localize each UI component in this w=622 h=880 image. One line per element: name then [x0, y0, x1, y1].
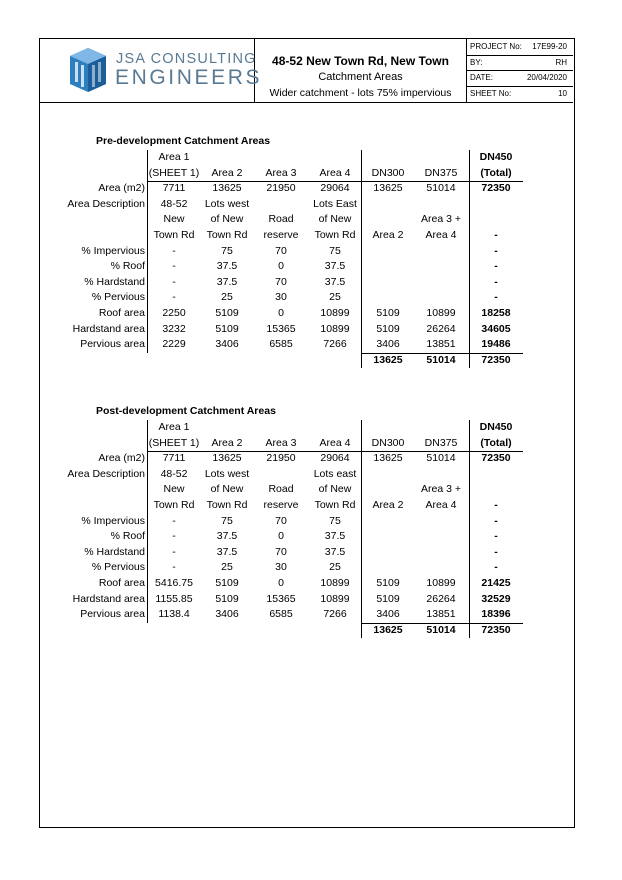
- table-cell: 29064: [320, 182, 350, 195]
- column-header: (Total): [480, 436, 512, 449]
- table-cell: 0: [278, 530, 284, 543]
- row-label: Pervious area: [80, 338, 145, 351]
- row-label: Area Description: [67, 467, 145, 480]
- table-cell: 37.5: [216, 275, 238, 288]
- table-cell: 1138.4: [158, 608, 190, 621]
- table-cell: 72350: [481, 182, 511, 195]
- column-header: (SHEET 1): [148, 166, 200, 179]
- table-cell: Area 3 +: [421, 483, 461, 496]
- table-cell: 75: [221, 514, 233, 527]
- table-cell: Lots west: [204, 467, 250, 480]
- row-label: Pervious area: [80, 608, 145, 621]
- info-value: RH: [555, 58, 567, 67]
- table-cell: 13625: [212, 182, 242, 195]
- table-cell: -: [494, 229, 498, 241]
- grid-line: [361, 150, 362, 368]
- table-cell: 0: [278, 577, 284, 589]
- table-cell: 30: [275, 291, 287, 304]
- company-name-line1: JSA CONSULTING: [116, 51, 257, 67]
- table-cell: New: [163, 213, 185, 226]
- table-cell: -: [494, 244, 498, 257]
- grid-line: [147, 451, 523, 452]
- column-header: Area 1: [158, 151, 190, 163]
- table-cell: 1155.85: [155, 592, 193, 605]
- table-cell: 26264: [426, 322, 456, 335]
- table-cell: 37.5: [324, 275, 346, 288]
- table-cell: 30: [275, 561, 287, 574]
- title-block: [40, 39, 573, 103]
- table-cell: -: [172, 260, 176, 273]
- row-label: % Roof: [110, 530, 145, 543]
- table-cell: 51014: [426, 182, 456, 195]
- table-cell: 48-52: [160, 197, 188, 210]
- company-name-line2: ENGINEERS: [115, 66, 263, 89]
- column-header: Area 4: [319, 166, 351, 179]
- row-label: Roof area: [98, 307, 145, 319]
- company-logo-icon: [64, 44, 112, 96]
- table-cell: 13625: [373, 452, 403, 465]
- table-cell: 3406: [215, 338, 239, 351]
- table-cell: 7711: [162, 452, 186, 465]
- table-cell: reserve: [263, 229, 299, 241]
- column-header: DN375: [424, 166, 458, 179]
- row-label: Area (m2): [98, 452, 145, 465]
- row-label: % Pervious: [91, 291, 145, 304]
- table-cell: 7711: [162, 182, 186, 195]
- info-value: 20/04/2020: [526, 73, 567, 82]
- table-cell: 19486: [481, 338, 511, 351]
- table-cell: 3406: [215, 608, 239, 621]
- table-cell: 5109: [376, 307, 400, 319]
- table-cell: 18396: [481, 608, 511, 621]
- table-cell: -: [172, 561, 176, 574]
- table-cell: 5109: [215, 592, 239, 605]
- project-title: 48-52 New Town Rd, New Town: [272, 54, 449, 68]
- info-value: 10: [558, 89, 567, 98]
- table-cell: 75: [221, 244, 233, 257]
- info-label: SHEET No:: [470, 89, 512, 98]
- grid-line: [361, 353, 523, 354]
- table-cell: Area 3 +: [421, 213, 461, 226]
- table-cell: 0: [278, 307, 284, 319]
- sheet-subtitle: Catchment Areas: [318, 71, 403, 83]
- table-cell: Area 4: [425, 499, 457, 511]
- table-cell: 48-52: [160, 467, 188, 480]
- column-header: DN375: [424, 436, 458, 449]
- table-cell: -: [494, 514, 498, 527]
- section-title: Post-development Catchment Areas: [96, 405, 276, 417]
- table-cell: 37.5: [216, 545, 238, 558]
- table-cell: 72350: [481, 452, 511, 465]
- table-cell: New: [163, 483, 185, 496]
- table-cell: Town Rd: [314, 229, 356, 241]
- table-cell: -: [172, 275, 176, 288]
- table-cell: 37.5: [216, 530, 238, 543]
- table-cell: 10899: [320, 322, 350, 335]
- table-cell: -: [172, 291, 176, 304]
- row-label: % Impervious: [81, 514, 145, 527]
- table-cell: 3406: [376, 338, 400, 351]
- row-label: % Pervious: [91, 561, 145, 574]
- table-cell: 25: [329, 291, 341, 304]
- table-cell: Area 2: [372, 499, 404, 511]
- table-cell: 5416.75: [155, 577, 193, 589]
- table-cell: 13625: [212, 452, 242, 465]
- table-cell: 5109: [376, 592, 400, 605]
- section-title: Pre-development Catchment Areas: [96, 135, 271, 147]
- info-label: DATE:: [470, 73, 493, 82]
- row-label: % Impervious: [81, 244, 145, 257]
- row-label: Area (m2): [98, 182, 145, 195]
- table-cell: 75: [329, 244, 341, 257]
- table-cell: 29064: [320, 452, 350, 465]
- table-cell: 37.5: [324, 545, 346, 558]
- table-cell: 21425: [481, 577, 511, 589]
- column-header: (SHEET 1): [148, 436, 200, 449]
- table-cell: -: [172, 514, 176, 527]
- column-header: Area 3: [265, 166, 297, 179]
- info-sheet-no: [467, 86, 573, 102]
- table-cell: -: [494, 499, 498, 511]
- table-cell: 70: [275, 244, 287, 257]
- row-label: Area Description: [67, 197, 145, 210]
- column-header: DN450: [479, 151, 513, 163]
- table-cell: 13625: [373, 182, 403, 195]
- grid-line: [361, 420, 362, 638]
- total-cell: 51014: [426, 353, 456, 366]
- table-cell: of New: [210, 213, 244, 226]
- table-cell: 5109: [215, 577, 239, 589]
- sheet-description: Wider catchment - lots 75% impervious: [269, 87, 452, 99]
- info-value: 17E99-20: [532, 42, 567, 51]
- table-cell: of New: [210, 483, 244, 496]
- table-cell: 2250: [162, 307, 186, 319]
- column-header: Area 3: [265, 436, 297, 449]
- total-cell: 72350: [481, 623, 511, 636]
- row-label: Roof area: [98, 577, 145, 589]
- table-cell: of New: [318, 213, 352, 226]
- table-cell: -: [494, 561, 498, 574]
- table-cell: -: [172, 545, 176, 558]
- table-cell: 26264: [426, 592, 456, 605]
- table-cell: 5109: [215, 307, 239, 319]
- total-cell: 13625: [373, 353, 403, 366]
- table-cell: 37.5: [216, 260, 238, 273]
- table-cell: 7266: [323, 608, 347, 621]
- info-label: BY:: [470, 58, 483, 67]
- table-cell: 70: [275, 545, 287, 558]
- table-cell: -: [172, 530, 176, 543]
- table-cell: -: [494, 530, 498, 543]
- project-title-cell: [255, 39, 467, 102]
- table-cell: 25: [221, 291, 233, 304]
- column-header: Area 4: [319, 436, 351, 449]
- table-cell: 10899: [320, 307, 350, 319]
- row-label: % Hardstand: [84, 275, 145, 288]
- grid-line: [469, 420, 470, 638]
- table-cell: 15365: [266, 592, 296, 605]
- table-cell: Road: [268, 213, 294, 226]
- table-cell: 10899: [320, 592, 350, 605]
- table-cell: 21950: [266, 182, 296, 195]
- total-cell: 51014: [426, 623, 456, 636]
- table-cell: 7266: [323, 338, 347, 351]
- total-cell: 72350: [481, 353, 511, 366]
- table-cell: Area 4: [425, 229, 457, 241]
- table-cell: 10899: [426, 307, 456, 319]
- table-cell: 5109: [376, 322, 400, 335]
- table-cell: 5109: [215, 322, 239, 335]
- logo-cell: [40, 39, 263, 102]
- table-cell: Town Rd: [206, 499, 248, 511]
- table-cell: 37.5: [324, 260, 346, 273]
- table-cell: Town Rd: [153, 499, 195, 511]
- table-cell: 18258: [481, 307, 511, 319]
- table-cell: 70: [275, 514, 287, 527]
- column-header: Area 2: [211, 436, 243, 449]
- table-cell: of New: [318, 483, 352, 496]
- column-header: DN450: [479, 421, 513, 433]
- table-cell: 10899: [320, 577, 350, 589]
- table-cell: 6585: [269, 338, 293, 351]
- table-cell: Road: [268, 483, 294, 496]
- table-cell: 3406: [376, 608, 400, 621]
- table-cell: reserve: [263, 499, 299, 511]
- column-header: Area 2: [211, 166, 243, 179]
- info-label: PROJECT No:: [470, 42, 522, 51]
- table-cell: 13851: [426, 608, 456, 621]
- grid-line: [469, 150, 470, 368]
- table-cell: 3232: [162, 322, 186, 335]
- table-cell: Town Rd: [314, 499, 356, 511]
- table-cell: -: [494, 260, 498, 273]
- table-cell: 37.5: [324, 530, 346, 543]
- table-cell: 15365: [266, 322, 296, 335]
- table-cell: 70: [275, 275, 287, 288]
- table-cell: Town Rd: [206, 229, 248, 241]
- table-cell: -: [494, 275, 498, 288]
- table-cell: 51014: [426, 452, 456, 465]
- table-cell: 25: [329, 561, 341, 574]
- info-project-no: [467, 39, 573, 55]
- grid-line: [361, 623, 523, 624]
- table-cell: 10899: [426, 577, 456, 589]
- table-cell: 2229: [162, 338, 186, 351]
- column-header: Area 1: [158, 421, 190, 433]
- table-cell: Lots east: [313, 467, 357, 480]
- table-cell: Lots East: [313, 197, 357, 210]
- table-cell: 6585: [269, 608, 293, 621]
- table-cell: -: [494, 545, 498, 558]
- column-header: DN300: [371, 436, 405, 449]
- table-cell: 5109: [376, 577, 400, 589]
- info-date: [467, 70, 573, 86]
- table-cell: Town Rd: [153, 229, 195, 241]
- table-cell: Area 2: [372, 229, 404, 241]
- row-label: Hardstand area: [72, 322, 145, 335]
- total-cell: 13625: [373, 623, 403, 636]
- row-label: Hardstand area: [72, 592, 145, 605]
- table-cell: 21950: [266, 452, 296, 465]
- table-cell: 13851: [426, 338, 456, 351]
- row-label: % Roof: [110, 260, 145, 273]
- table-cell: -: [494, 291, 498, 304]
- project-info-cell: [467, 39, 573, 102]
- table-cell: 34605: [481, 322, 511, 335]
- table-cell: 0: [278, 260, 284, 273]
- table-cell: 32529: [481, 592, 511, 605]
- table-cell: 25: [221, 561, 233, 574]
- table-cell: 75: [329, 514, 341, 527]
- document-page: [39, 38, 575, 828]
- column-header: (Total): [480, 166, 512, 179]
- info-by: [467, 55, 573, 71]
- table-cell: Lots west: [204, 197, 250, 210]
- row-label: % Hardstand: [84, 545, 145, 558]
- grid-line: [147, 181, 523, 182]
- column-header: DN300: [371, 166, 405, 179]
- table-cell: -: [172, 244, 176, 257]
